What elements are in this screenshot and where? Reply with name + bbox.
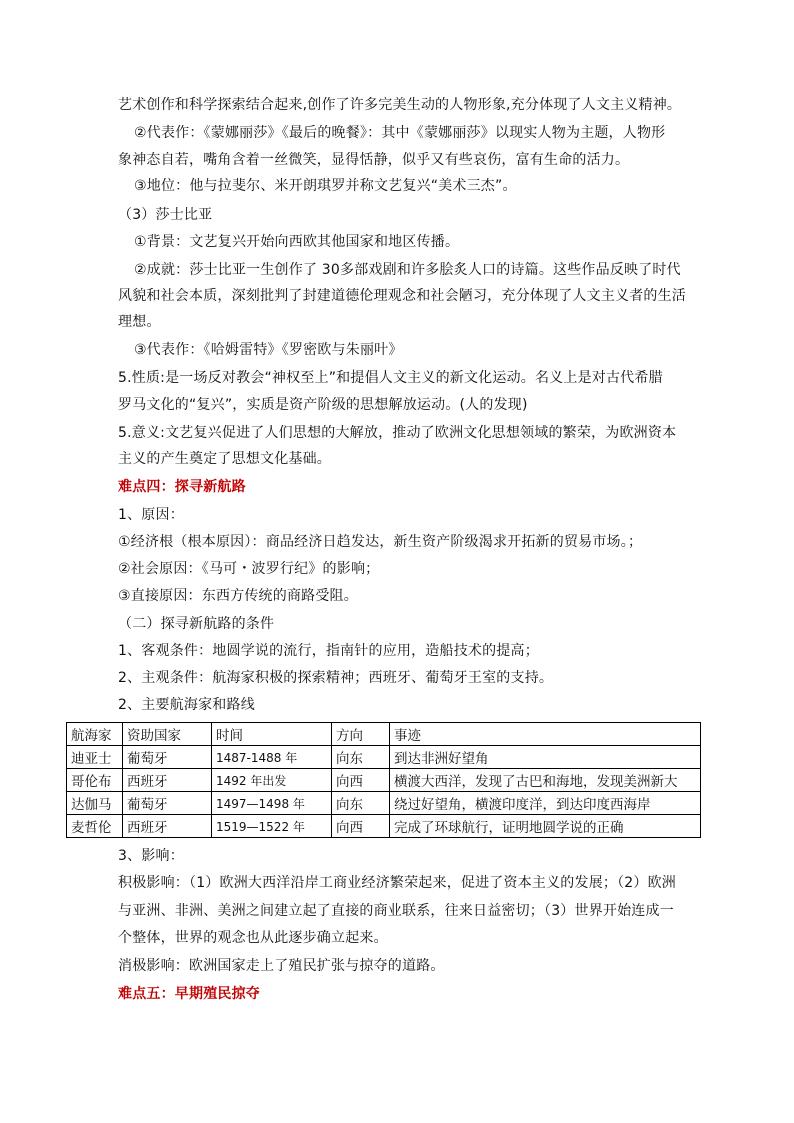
table-cell: 1497—1498 年 [212, 792, 332, 815]
paragraph-line: 1、原因： [118, 507, 184, 523]
paragraph-line: ②代表作：《蒙娜丽莎》《最后的晚餐》：其中《蒙娜丽莎》以现实人物为主题，人物形 [134, 125, 666, 141]
paragraph-line: 艺术创作和科学探索结合起来,创作了许多完美生动的人物形象,充分体现了人文主义精神。 [118, 97, 682, 113]
paragraph-line: 主义的产生奠定了思想文化基础。 [118, 451, 331, 467]
table-cell: 西班牙 [123, 769, 212, 792]
paragraph-line: ③代表作：《哈姆雷特》《罗密欧与朱丽叶》 [134, 342, 403, 358]
table-header-cell: 资助国家 [123, 723, 212, 746]
paragraph-line: 积极影响：（1）欧洲大西洋沿岸工商业经济繁荣起来，促进了资本主义的发展；（2）欧洲 [118, 875, 677, 891]
paragraph-line: ③直接原因：东西方传统的商路受阻。 [118, 588, 358, 604]
paragraph-line: ③地位：他与拉斐尔、米开朗琪罗并称文艺复兴“美术三杰”。 [134, 178, 517, 194]
table-cell: 向西 [332, 815, 390, 838]
paragraph-line: ①经济根（根本原因）：商品经济日趋发达，新生资产阶级渴求开拓新的贸易市场。； [118, 534, 643, 550]
table-cell: 绕过好望角，横渡印度洋，到达印度西海岸 [390, 792, 701, 815]
table-cell: 哥伦布 [67, 769, 123, 792]
table-cell: 向西 [332, 769, 390, 792]
table-cell: 西班牙 [123, 815, 212, 838]
table-cell: 1487-1488 年 [212, 746, 332, 769]
paragraph-line: ②成就：莎士比亚一生创作了 30多部戏剧和许多脍炙人口的诗篇。这些作品反映了时代 [134, 262, 681, 278]
table-cell: 迪亚士 [67, 746, 123, 769]
table-cell: 葡萄牙 [123, 746, 212, 769]
paragraph-line: 5.意义:文艺复兴促进了人们思想的大解放，推动了欧洲文化思想领域的繁荣，为欧洲资本 [118, 425, 677, 441]
paragraph-line: 消极影响：欧洲国家走上了殖民扩张与掠夺的道路。 [118, 958, 445, 974]
table-row [67, 815, 701, 838]
paragraph-line: 3、影响： [118, 848, 184, 864]
section-subheading: （二）探寻新航路的条件 [118, 616, 275, 632]
table-cell: 1519—1522 年 [212, 815, 332, 838]
table-cell: 葡萄牙 [123, 792, 212, 815]
table-cell: 麦哲伦 [67, 815, 123, 838]
table-cell: 到达非洲好望角 [390, 746, 701, 769]
table-header-cell: 方向 [332, 723, 390, 746]
table-cell: 向东 [332, 746, 390, 769]
navigators-table [66, 722, 701, 838]
table-cell: 达伽马 [67, 792, 123, 815]
paragraph-line: 2、主要航海家和路线 [118, 697, 255, 713]
section-heading-difficulty-4: 难点四：探寻新航路 [118, 479, 246, 495]
table-cell: 横渡大西洋，发现了古巴和海地，发现美洲新大 [390, 769, 701, 792]
paragraph-line: 2、主观条件：航海家积极的探索精神；西班牙、葡萄牙王室的支持。 [118, 670, 554, 686]
paragraph-line: 1、客观条件：地圆学说的流行，指南针的应用，造船技术的提高； [118, 643, 539, 659]
table-header-cell: 时间 [212, 723, 332, 746]
table-row [67, 769, 701, 792]
paragraph-line: 罗马文化的“复兴”，实质是资产阶级的思想解放运动。(人的发现) [118, 397, 528, 413]
section-heading-difficulty-5: 难点五：早期殖民掠夺 [118, 986, 260, 1002]
table-header-row [67, 723, 701, 746]
paragraph-line: ①背景：文艺复兴开始向西欧其他国家和地区传播。 [134, 234, 460, 250]
table-row [67, 792, 701, 815]
table-header-cell: 事迹 [390, 723, 701, 746]
table-cell: 1492 年出发 [212, 769, 332, 792]
paragraph-line: 个整体，世界的观念也从此逐步确立起来。 [118, 930, 388, 946]
table-row [67, 746, 701, 769]
paragraph-line: 与亚洲、非洲、美洲之间建立起了直接的商业联系，往来日益密切；（3）世界开始连成一 [118, 903, 674, 919]
table-header-cell: 航海家 [67, 723, 123, 746]
paragraph-line: ②社会原因：《马可・波罗行纪》的影响； [118, 561, 380, 577]
section-subheading: （3）莎士比亚 [118, 207, 213, 223]
paragraph-line: 象神态自若，嘴角含着一丝微笑，显得恬静，似乎又有些哀伤，富有生命的活力。 [118, 152, 630, 168]
paragraph-line: 5.性质:是一场反对教会“神权至上”和提倡人文主义的新文化运动。名义上是对古代希腊 [118, 370, 663, 386]
table-cell: 完成了环球航行，证明地圆学说的正确 [390, 815, 701, 838]
paragraph-line: 理想。 [118, 314, 161, 330]
paragraph-line: 风貌和社会本质，深刻批判了封建道德伦理观念和社会陋习，充分体现了人文主义者的生活 [118, 288, 686, 304]
table-cell: 向东 [332, 792, 390, 815]
